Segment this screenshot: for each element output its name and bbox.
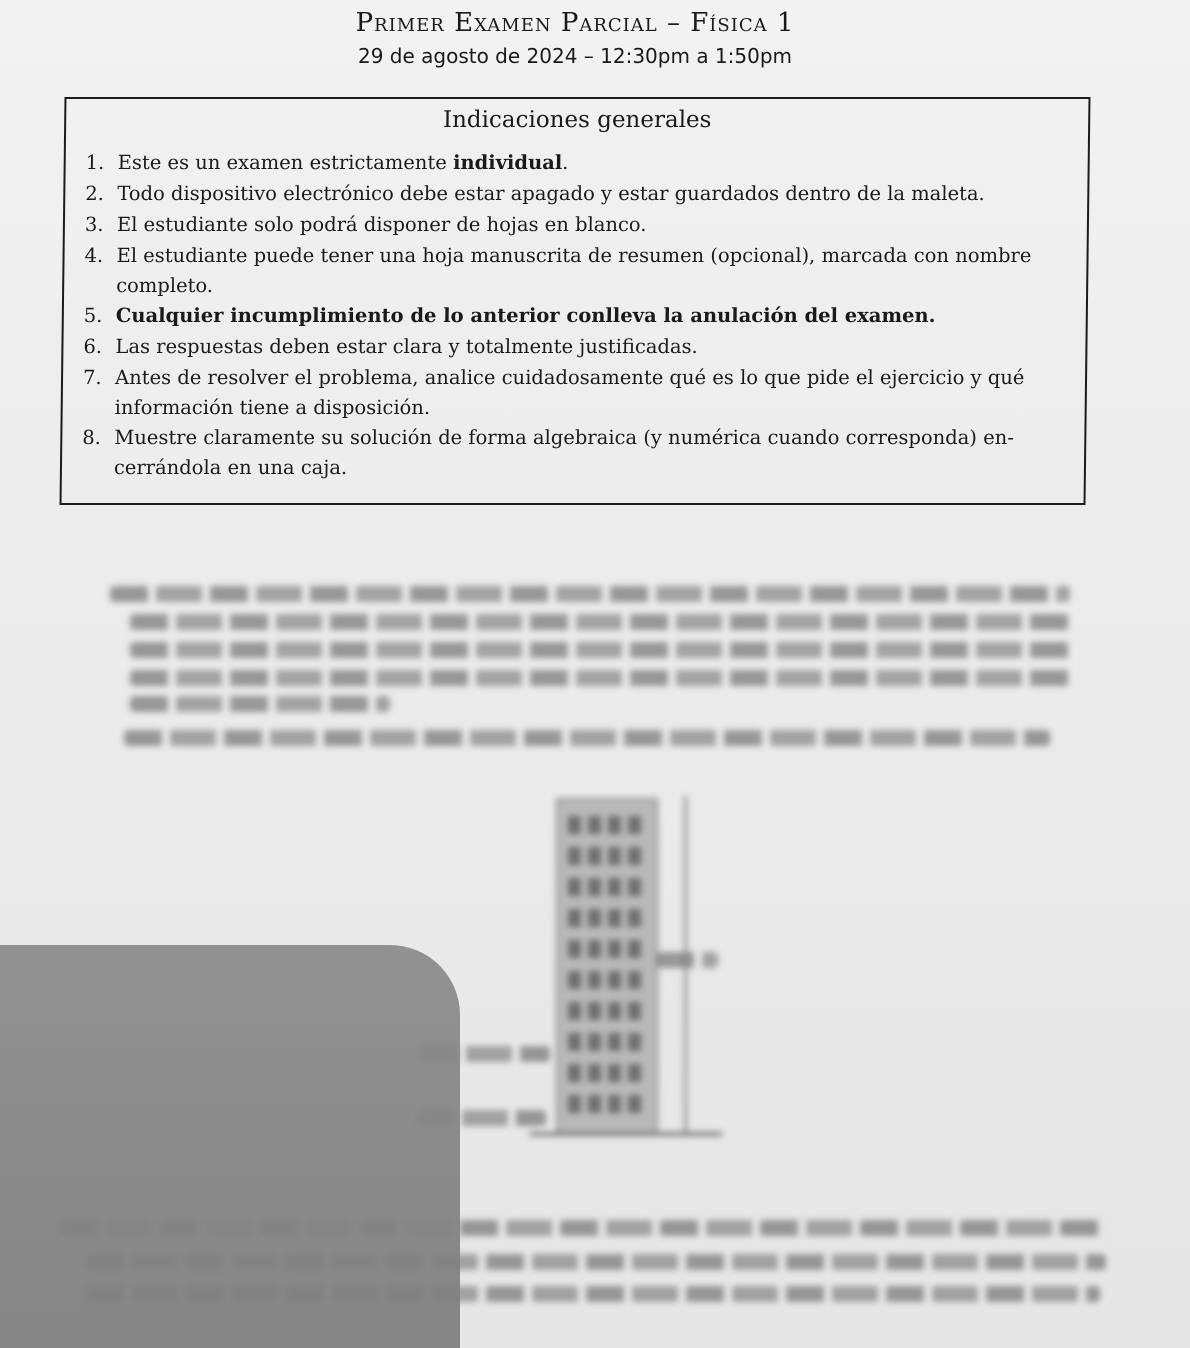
building-window bbox=[588, 940, 601, 958]
building-window bbox=[628, 1002, 641, 1020]
building-window bbox=[588, 847, 601, 865]
blurred-text-line bbox=[110, 586, 1070, 602]
building-window bbox=[568, 878, 581, 896]
item-text: Cualquier incumplimiento de lo anterior conlleva la anulación del examen. bbox=[115, 304, 936, 327]
instruction-item bbox=[85, 178, 1075, 209]
building-figure bbox=[556, 798, 658, 1136]
building-window bbox=[588, 1095, 601, 1113]
building-window bbox=[588, 1002, 601, 1020]
building-window bbox=[568, 971, 581, 989]
blurred-label bbox=[656, 952, 718, 968]
building-window bbox=[608, 847, 621, 865]
item-number: 6. bbox=[83, 335, 103, 358]
building-window bbox=[588, 878, 601, 896]
building-window bbox=[608, 1064, 621, 1082]
building-window bbox=[568, 1064, 581, 1082]
item-tail: . bbox=[562, 151, 569, 174]
building-window bbox=[608, 1002, 621, 1020]
blurred-text-line bbox=[130, 696, 390, 712]
blurred-text-line bbox=[130, 642, 1070, 658]
item-number: 2. bbox=[85, 182, 105, 205]
item-continuation: información tiene a disposición. bbox=[114, 396, 431, 419]
building-window bbox=[588, 909, 601, 927]
building-window bbox=[588, 1064, 601, 1082]
building-window bbox=[608, 940, 621, 958]
building-window bbox=[588, 1033, 601, 1051]
building-window bbox=[568, 1002, 581, 1020]
item-text: Las respuestas deben estar clara y totalmente justificadas. bbox=[115, 335, 698, 358]
building-window bbox=[608, 878, 621, 896]
exam-date: 29 de agosto de 2024 – 12:30pm a 1:50pm bbox=[357, 44, 793, 68]
building-window bbox=[568, 940, 581, 958]
building-window bbox=[588, 816, 601, 834]
item-continuation: cerrándola en una caja. bbox=[113, 456, 348, 479]
building-window bbox=[568, 816, 581, 834]
building-window bbox=[588, 971, 601, 989]
instructions-box bbox=[60, 97, 1091, 505]
instructions-heading: Indicaciones generales bbox=[442, 107, 712, 133]
instructions-list bbox=[82, 147, 1076, 482]
building-window bbox=[608, 816, 621, 834]
item-text: El estudiante solo podrá disponer de hojas en blanco. bbox=[116, 213, 647, 236]
item-text: Este es un examen estrictamente bbox=[117, 151, 447, 174]
building-window bbox=[628, 847, 641, 865]
item-number: 4. bbox=[84, 244, 104, 267]
building-window bbox=[568, 847, 581, 865]
building-window bbox=[628, 816, 641, 834]
building-window bbox=[568, 909, 581, 927]
building-window bbox=[628, 1064, 641, 1082]
item-number: 7. bbox=[82, 366, 102, 389]
exam-title: Primer Examen Parcial – Física 1 bbox=[355, 8, 795, 38]
blurred-text-line bbox=[130, 670, 1070, 686]
building-window bbox=[628, 878, 641, 896]
item-number: 5. bbox=[83, 304, 103, 327]
building-window bbox=[608, 971, 621, 989]
building-window bbox=[628, 909, 641, 927]
blurred-text-line bbox=[124, 730, 1050, 746]
building-window bbox=[628, 1095, 641, 1113]
item-emphasis: individual bbox=[452, 151, 563, 174]
building-window bbox=[608, 1033, 621, 1051]
item-number: 1. bbox=[85, 151, 105, 174]
item-continuation: completo. bbox=[116, 274, 214, 297]
instruction-item bbox=[85, 209, 1075, 240]
building-window bbox=[628, 1033, 641, 1051]
item-number: 3. bbox=[84, 213, 104, 236]
building-window bbox=[568, 1095, 581, 1113]
hand-shadow bbox=[0, 945, 460, 1348]
item-number: 8. bbox=[82, 426, 102, 449]
building-window bbox=[568, 1033, 581, 1051]
instruction-item bbox=[82, 422, 1073, 482]
blurred-text-line bbox=[130, 614, 1070, 630]
building-window bbox=[608, 1095, 621, 1113]
instruction-item bbox=[84, 300, 1074, 331]
item-text: Todo dispositivo electrónico debe estar apagado y estar guardados dentro de la maleta. bbox=[117, 182, 985, 205]
building-window bbox=[608, 909, 621, 927]
instruction-item bbox=[86, 147, 1076, 178]
building-window bbox=[628, 940, 641, 958]
instruction-item bbox=[83, 331, 1073, 362]
building-window bbox=[628, 971, 641, 989]
item-text: Antes de resolver el problema, analice cuidadosamente qué es lo que pide el ejercicio y qué bbox=[114, 366, 1025, 389]
ground-line bbox=[530, 1132, 722, 1136]
item-text: El estudiante puede tener una hoja manuscrita de resumen (opcional), marcada con nombre bbox=[116, 244, 1032, 267]
instruction-item bbox=[84, 240, 1075, 300]
instruction-item bbox=[83, 362, 1074, 422]
item-text: Muestre claramente su solución de forma algebraica (y numérica cuando corresponda) en- bbox=[114, 426, 1015, 449]
